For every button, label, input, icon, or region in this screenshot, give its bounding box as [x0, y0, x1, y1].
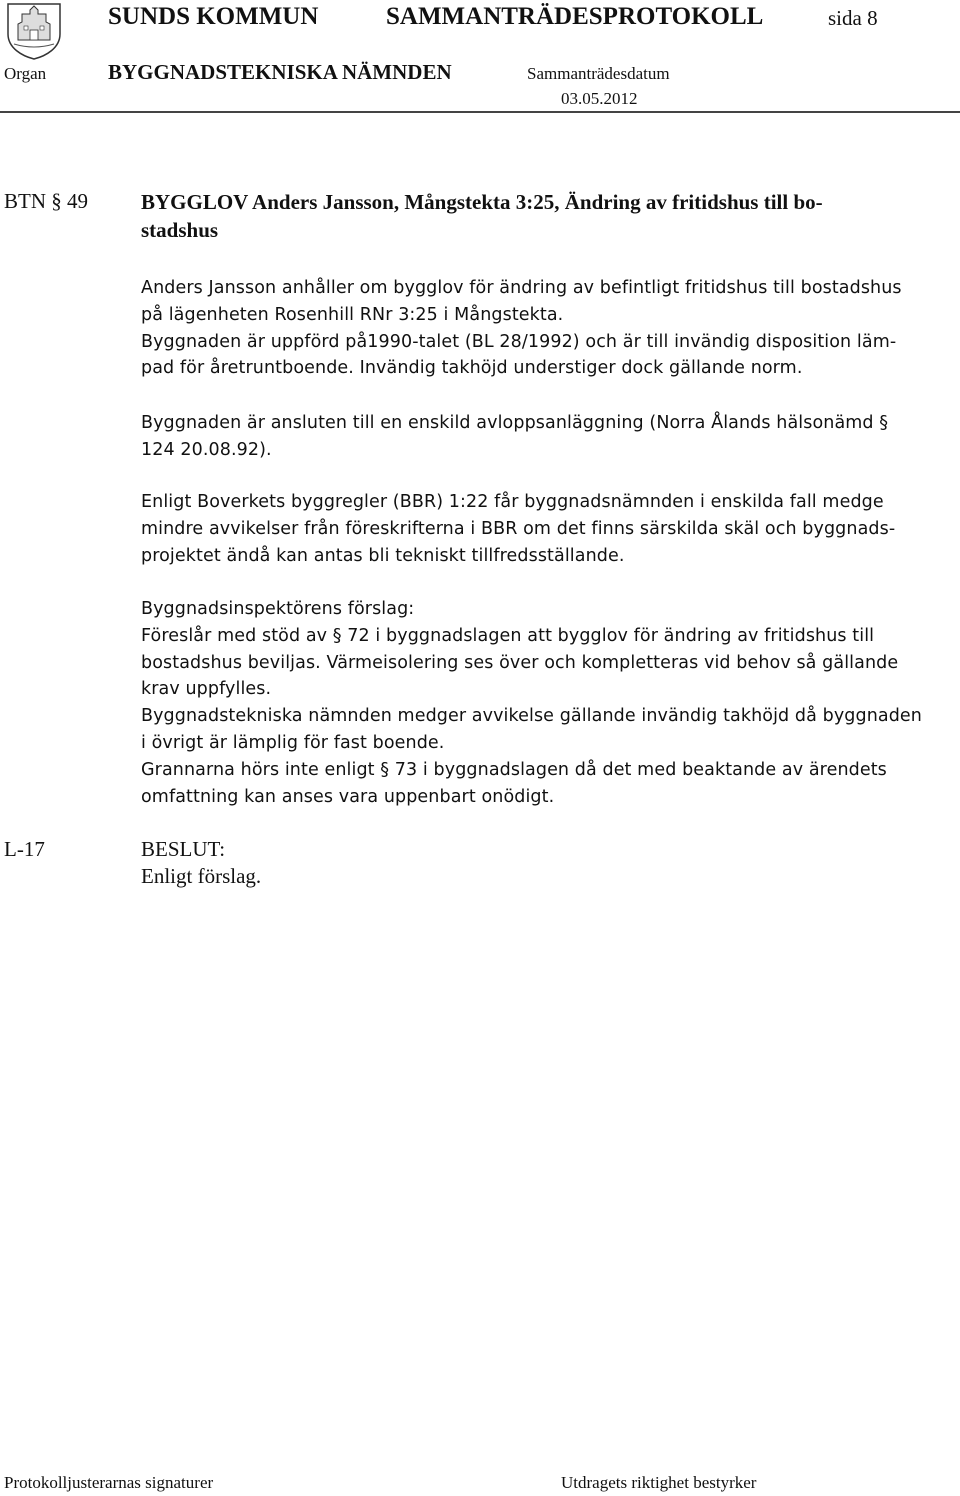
text-line: Grannarna hörs inte enligt § 73 i byggnadslagen då det med beaktande av ärendets: [141, 759, 887, 780]
document-type: SAMMANTRÄDESPROTOKOLL: [386, 3, 764, 30]
case-title-line: BYGGLOV Anders Jansson, Mångstekta 3:25, Ändring av fritidshus till bo-: [141, 190, 823, 214]
text-line: Byggnaden är ansluten till en enskild avloppsanläggning (Norra Ålands hälsonämd §: [141, 413, 889, 433]
meeting-date: 03.05.2012: [561, 89, 638, 108]
case-description: [141, 275, 941, 382]
footer-certification-label: Utdragets riktighet bestyrker: [561, 1473, 757, 1492]
text-line: krav uppfylles.: [141, 679, 272, 700]
decision-text: Enligt förslag.: [141, 864, 262, 888]
text-line: på lägenheten Rosenhill RNr 3:25 i Mångstekta.: [141, 304, 564, 325]
text-line: Byggnadsinspektörens förslag:: [141, 599, 415, 619]
text-line: omfattning kan anses vara uppenbart onödigt.: [141, 786, 555, 807]
text-line: pad för åretruntboende. Invändig takhöjd understiger dock gällande norm.: [141, 358, 803, 379]
text-line: Byggnadstekniska nämnden medger avvikelse gällande invändig takhöjd då byggnaden: [141, 706, 922, 727]
organ-name: BYGGNADSTEKNISKA NÄMNDEN: [108, 60, 452, 84]
case-title: [141, 188, 921, 244]
regulation-paragraph: [141, 489, 941, 569]
text-line: Byggnaden är uppförd på1990-talet (BL 28/1992) och är till invändig disposition läm-: [141, 331, 897, 352]
sewage-paragraph: [141, 410, 941, 464]
organ-label: Organ: [4, 64, 47, 83]
footer-signatures-label: Protokolljusterarnas signaturer: [4, 1473, 214, 1492]
page-number: sida 8: [828, 6, 878, 30]
text-line: bostadshus beviljas. Värmeisolering ses över och kompletteras vid behov så gällande: [141, 652, 899, 673]
header-divider: [0, 111, 960, 113]
inspector-proposal: [141, 596, 941, 810]
text-line: Föreslår med stöd av § 72 i byggnadslagen att bygglov för ändring av fritidshus till: [141, 625, 875, 646]
decision-reference: L-17: [4, 837, 45, 861]
decision-label: BESLUT:: [141, 837, 226, 861]
text-line: projektet ändå kan antas bli tekniskt tillfredsställande.: [141, 545, 625, 566]
text-line: Anders Jansson anhåller om bygglov för ändring av befintligt fritidshus till bostadshus: [141, 278, 902, 298]
text-line: i övrigt är lämplig för fast boende.: [141, 732, 445, 753]
meeting-date-label: Sammanträdesdatum: [527, 64, 670, 83]
municipality-coat-of-arms-icon: [2, 0, 66, 60]
text-line: Enligt Boverkets byggregler (BBR) 1:22 får byggnadsnämnden i enskilda fall medge: [141, 492, 884, 512]
paragraph-number: BTN § 49: [4, 189, 88, 213]
municipality-name: SUNDS KOMMUN: [108, 3, 319, 30]
case-title-line: stadshus: [141, 218, 219, 242]
text-line: 124 20.08.92).: [141, 439, 272, 460]
text-line: mindre avvikelser från föreskrifterna i BBR om det finns särskilda skäl och byggnads-: [141, 518, 896, 539]
